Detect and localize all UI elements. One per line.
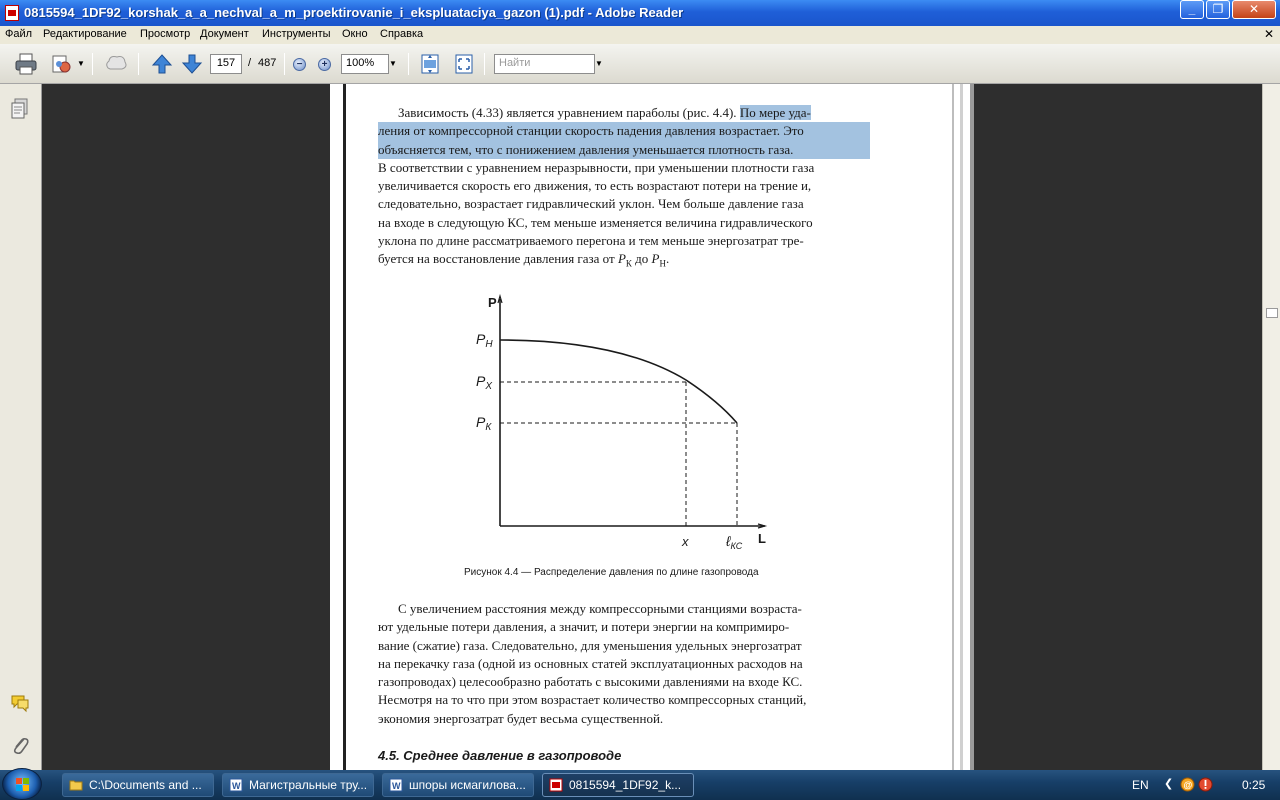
system-tray — [1130, 770, 1280, 800]
share-icon[interactable] — [50, 52, 74, 76]
lks-tick-label: ℓ$_{КС}$ — [726, 533, 743, 551]
pk-label: $P_К$ — [476, 414, 492, 433]
warning-icon[interactable] — [1198, 777, 1213, 792]
scrolling-mode-icon[interactable] — [418, 52, 442, 76]
window-title: 0815594_1DF92_korshak_a_a_nechval_a_m_proektirovanie_i_ekspluataciya_gazon (1).pdf - Adobe Reader — [24, 5, 684, 20]
folder-icon — [69, 778, 83, 792]
x-axis-label: L — [758, 531, 766, 546]
minimize-button[interactable]: _ — [1180, 0, 1204, 19]
menu-document[interactable]: Документ — [200, 28, 249, 40]
print-icon[interactable] — [14, 52, 38, 76]
taskbar-item-adobe-reader[interactable]: 0815594_1DF92_k... — [542, 773, 694, 797]
zoom-in-icon[interactable]: + — [318, 58, 331, 71]
fit-page-icon[interactable] — [452, 52, 476, 76]
restore-button[interactable]: ❐ — [1206, 0, 1230, 19]
menu-bar — [0, 26, 1280, 44]
page-separator: / — [248, 57, 252, 69]
zoom-dropdown-icon[interactable]: ▼ — [389, 59, 397, 68]
svg-text:W: W — [392, 781, 401, 791]
attachments-panel-icon[interactable] — [10, 734, 30, 756]
document-view[interactable] — [42, 84, 1262, 770]
zoom-level-input[interactable]: 100% — [341, 54, 389, 74]
pdf-app-icon — [5, 5, 19, 21]
tray-app-icon[interactable] — [1180, 777, 1195, 792]
scrollbar-thumb[interactable] — [1266, 308, 1278, 318]
comments-panel-icon[interactable] — [10, 692, 30, 714]
comment-cloud-icon[interactable] — [104, 52, 128, 76]
menu-edit[interactable]: Редактирование — [43, 28, 127, 40]
windows-logo-icon — [16, 778, 30, 792]
menu-view[interactable]: Просмотр — [140, 28, 191, 40]
menu-window[interactable]: Окно — [342, 28, 368, 40]
next-page-icon[interactable] — [180, 52, 204, 76]
svg-text:@: @ — [1183, 780, 1193, 790]
pressure-distribution-figure — [460, 289, 790, 559]
highlighted-text: По мере уда- — [739, 105, 811, 120]
page-total: 487 — [258, 57, 277, 69]
zoom-out-icon[interactable]: − — [293, 58, 306, 71]
vertical-scrollbar[interactable] — [1262, 84, 1280, 770]
menu-tools[interactable]: Инструменты — [262, 28, 331, 40]
pdf-page — [330, 84, 970, 770]
section-heading: 4.5. Среднее давление в газопроводе — [378, 748, 622, 763]
language-indicator[interactable]: EN — [1132, 778, 1149, 792]
x-tick-label: x — [682, 534, 689, 549]
tray-expand-icon[interactable]: ❮ — [1164, 778, 1174, 790]
menu-file[interactable]: Файл — [5, 28, 33, 40]
paragraph-2: С увеличением расстояния между компрессорными станциями возраста- ют удельные потери давления, а значит, и потери энергии на компримиро- вание (сжатие) газа. Следовательно, для уменьшения удельных энергозатрат на перекачку газа (одной из основных статей эксплуатационных расходов на газопроводах) целесообразно работать с высокими давлениями на входе КС. Несмотря на то что при этом возрастает количество компрессорных станций, экономия энергозатрат будет весьма существенной. — [378, 601, 807, 726]
page-scan-edge — [343, 84, 346, 770]
svg-text:W: W — [232, 781, 241, 791]
previous-page-icon[interactable] — [150, 52, 174, 76]
pdf-icon — [549, 778, 563, 792]
toolbar — [0, 44, 1280, 84]
word-icon — [229, 778, 243, 792]
taskbar-item-word-1[interactable]: W Магистральные тру... — [222, 773, 374, 797]
start-button[interactable] — [2, 768, 42, 800]
ph-label: $P_Н$ — [476, 331, 493, 350]
close-button[interactable]: ✕ — [1232, 0, 1276, 19]
navigation-pane — [0, 84, 42, 770]
find-input[interactable]: Найти — [494, 54, 595, 74]
clock[interactable]: 0:25 — [1242, 778, 1266, 792]
taskbar-item-word-2[interactable]: W шпоры исмагилова... — [382, 773, 534, 797]
y-axis-label: P — [488, 295, 497, 310]
title-bar — [0, 0, 1280, 26]
pages-panel-icon[interactable] — [10, 98, 30, 120]
paragraph-1: Зависимость (4.33) является уравнением параболы (рис. 4.4). По мере уда- ления от компрессорной станции скорость падения давления возрастает. Это объясняется тем, что с понижением давления уменьшается плотность газа. В соответствии с уравнением неразрывности, при уменьшении плотности газа увеличивается скорость его движения, то есть возрастают потери на трение и, следовательно, возрастает гидравлический уклон. Чем больше давление газа на входе в следующую КС, тем меньше изменяется величина гидравлического уклона по длине рассматриваемого перегона и тем меньше энергозатрат тре- буется на восстановление давления газа от $P_К$ до $P_Н$. — [378, 104, 870, 273]
taskbar — [0, 770, 1280, 800]
share-dropdown-icon[interactable]: ▼ — [77, 59, 85, 68]
menu-help[interactable]: Справка — [380, 28, 424, 40]
px-label: $P_Х$ — [476, 373, 493, 392]
word-icon — [389, 778, 403, 792]
doc-close-icon[interactable]: ✕ — [1263, 27, 1274, 41]
find-dropdown-icon[interactable]: ▼ — [595, 59, 603, 68]
figure-caption: Рисунок 4.4 — Распределение давления по длине газопровода — [464, 567, 759, 578]
page-number-input[interactable]: 157 — [210, 54, 242, 74]
taskbar-item-explorer[interactable]: C:\Documents and ... — [62, 773, 214, 797]
